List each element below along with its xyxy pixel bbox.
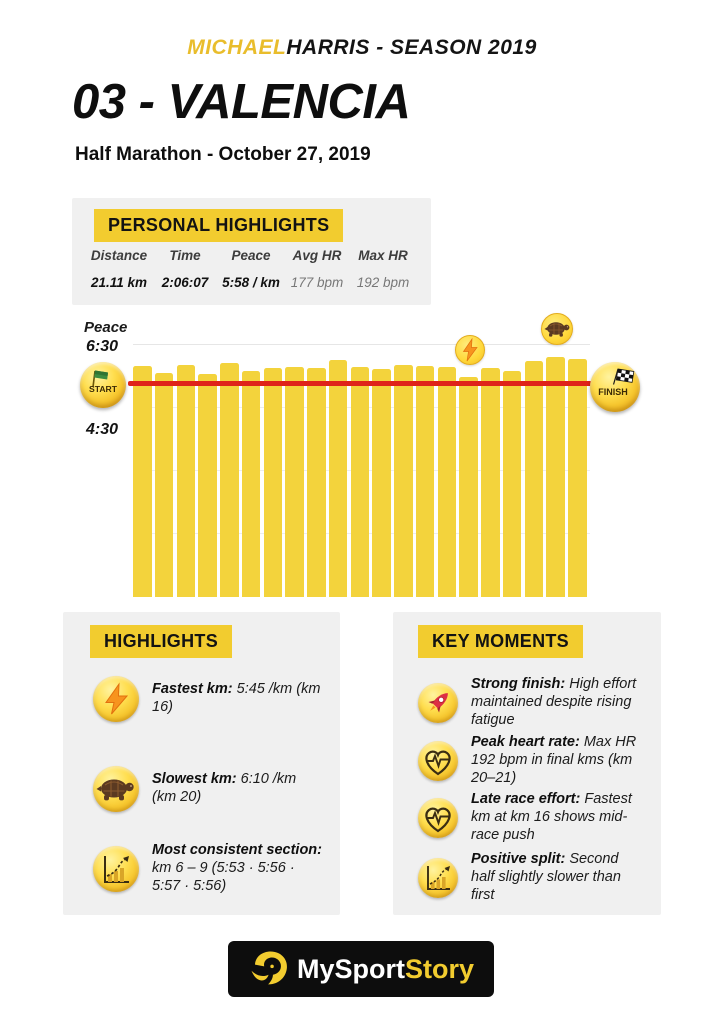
- turtle-icon: [93, 766, 139, 812]
- heart-ecg-icon: [418, 741, 458, 781]
- pace-bar-km-12: [372, 369, 391, 597]
- athlete-first-name: MICHAEL: [187, 36, 287, 59]
- key-moment-text: Peak heart rate: Max HR 192 bpm in final kms (km 20–21): [471, 734, 637, 786]
- chart-increasing-icon: [93, 846, 139, 892]
- pace-bar-km-10: [329, 360, 348, 597]
- highlight-consistent-section: [93, 842, 323, 896]
- personal-highlights-title: PERSONAL HIGHLIGHTS: [94, 209, 343, 242]
- pace-bar-km-15: [438, 367, 457, 597]
- pace-bar-km-4: [198, 374, 217, 597]
- pace-value: 5:58 / km: [222, 275, 280, 290]
- pace-chart: [0, 315, 724, 605]
- col-time: Time: [169, 248, 201, 263]
- key-moment-text: Strong finish: High effort maintained despite rising fatigue: [471, 676, 637, 728]
- pace-bar-km-13: [394, 365, 413, 597]
- finish-icon: [590, 362, 640, 412]
- pace-bar-km-14: [416, 366, 435, 597]
- lightning-icon: [93, 676, 139, 722]
- pace-bar-km-18: [503, 371, 522, 597]
- key-moments-title: KEY MOMENTS: [418, 625, 583, 658]
- time-value: 2:06:07: [161, 275, 209, 290]
- start-icon: [80, 362, 126, 408]
- col-distance: Distance: [90, 248, 148, 263]
- pace-bar-km-3: [177, 365, 196, 597]
- highlight-text: Slowest km: 6:10 /km (km 20): [152, 771, 297, 805]
- chart-increasing-icon: [418, 858, 458, 898]
- col-max-hr: Max HR: [358, 248, 408, 263]
- race-title: 03 - VALENCIA: [72, 75, 411, 129]
- season-header: [0, 36, 724, 60]
- distance-value: 21.11 km: [90, 275, 148, 290]
- personal-highlights-panel: [72, 198, 431, 305]
- pace-bars: [133, 315, 590, 597]
- max-hr-value: 192 bpm: [356, 275, 410, 290]
- highlight-slowest-km: [93, 766, 323, 812]
- avg-hr-value: 177 bpm: [290, 275, 344, 290]
- pace-bar-km-11: [351, 367, 370, 597]
- pace-bar-km-6: [242, 371, 261, 597]
- pace-bar-km-21: [568, 359, 587, 597]
- y-tick-630: 6:30: [86, 338, 119, 355]
- pace-bar-km-7: [264, 368, 283, 597]
- mysportstory-logo: [228, 941, 494, 997]
- athlete-last-season: HARRIS - SEASON 2019: [286, 36, 537, 59]
- key-moment-peak-hr: [418, 734, 643, 788]
- turtle-icon: [541, 313, 573, 345]
- col-avg-hr: Avg HR: [292, 248, 342, 263]
- race-subtitle: Half Marathon - October 27, 2019: [75, 144, 371, 165]
- key-moment-positive-split: [418, 851, 643, 905]
- highlights-title: HIGHLIGHTS: [90, 625, 232, 658]
- pace-bar-km-19: [525, 361, 544, 597]
- key-moment-text: Positive split: Second half slightly slower than first: [471, 851, 621, 903]
- pace-bar-km-5: [220, 363, 239, 597]
- highlight-text: Most consistent section: km 6 – 9 (5:53 · 5:56 · 5:57 · 5:56): [152, 842, 322, 894]
- lightning-icon: [455, 335, 485, 365]
- pace-bar-km-8: [285, 367, 304, 597]
- pace-bar-km-1: [133, 366, 152, 597]
- stats-header-row: [86, 248, 416, 263]
- rocket-icon: [418, 683, 458, 723]
- highlights-panel: [63, 612, 340, 915]
- pace-bar-km-16: [459, 377, 478, 597]
- key-moment-late-race-effort: [418, 791, 643, 845]
- start-label: START: [88, 384, 118, 394]
- pace-bar-km-2: [155, 373, 174, 597]
- logo-swirl-icon: [248, 948, 290, 990]
- stats-value-row: [86, 275, 416, 290]
- finish-label: FINISH: [598, 387, 628, 397]
- col-pace: Peace: [231, 248, 271, 263]
- average-pace-line: [128, 381, 592, 386]
- key-moment-text: Late race effort: Fastest km at km 16 shows mid-race push: [471, 791, 632, 843]
- y-tick-430: 4:30: [86, 421, 119, 438]
- highlight-text: Fastest km: 5:45 /km (km 16): [152, 681, 321, 715]
- logo-text: MySportStory: [296, 953, 475, 984]
- pace-bar-km-17: [481, 368, 500, 597]
- key-moments-panel: [393, 612, 661, 915]
- y-axis-label: Peace: [84, 319, 128, 336]
- highlight-fastest-km: [93, 676, 323, 722]
- pace-bar-km-9: [307, 368, 326, 597]
- heart-ecg-icon: [418, 798, 458, 838]
- key-moment-strong-finish: [418, 676, 643, 730]
- pace-bar-km-20: [546, 357, 565, 597]
